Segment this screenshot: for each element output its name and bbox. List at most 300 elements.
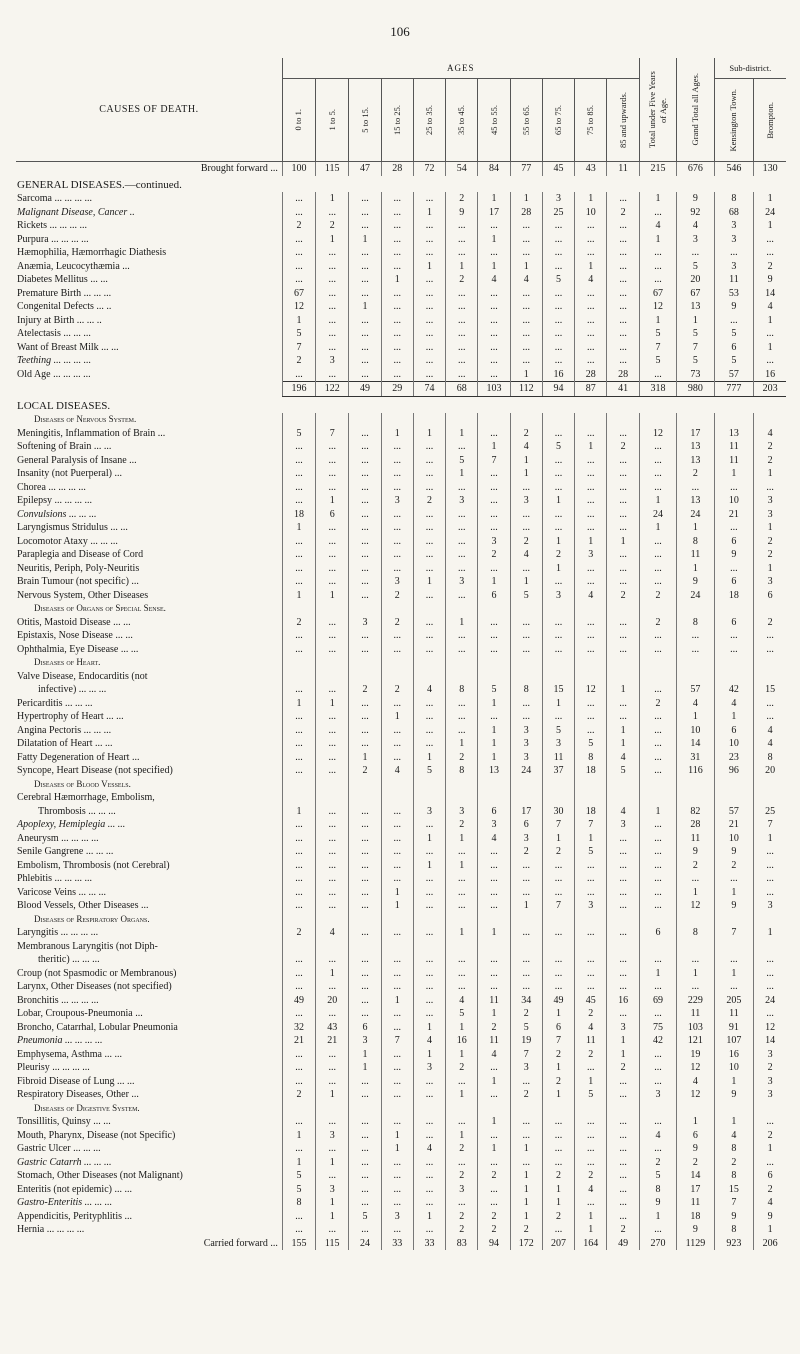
- count-cell: 5: [639, 1169, 676, 1183]
- table-row: [16, 1210, 786, 1224]
- cause-label: Convulsions ... ... ...: [17, 508, 97, 520]
- count-cell: ...: [478, 629, 510, 643]
- count-cell: 4: [413, 683, 445, 697]
- table-row: [16, 494, 786, 508]
- count-cell: 82: [677, 805, 714, 819]
- count-cell: 2: [754, 1183, 786, 1197]
- table-row: [16, 535, 786, 549]
- count-cell: ...: [478, 967, 510, 981]
- count-cell: ...: [542, 287, 574, 301]
- count-cell: ...: [349, 589, 381, 603]
- count-cell: 8: [714, 192, 754, 206]
- count-cell: ...: [607, 548, 639, 562]
- count-cell: ...: [478, 300, 510, 314]
- count-cell: 19: [510, 1034, 542, 1048]
- count-cell: ...: [446, 629, 478, 643]
- count-cell: ...: [754, 1007, 786, 1021]
- count-cell: 1: [413, 575, 445, 589]
- count-cell: ...: [316, 1115, 349, 1129]
- table-row: [16, 683, 786, 697]
- forward-row: [16, 1237, 786, 1251]
- table-row: [16, 967, 786, 981]
- count-cell: ...: [316, 886, 349, 900]
- count-cell: 2: [607, 589, 639, 603]
- count-cell: ...: [381, 1021, 413, 1035]
- count-cell: ...: [282, 548, 315, 562]
- count-cell: ...: [607, 1129, 639, 1143]
- count-cell: 1: [510, 1169, 542, 1183]
- cause-label: Senile Gangrene ... ... ...: [17, 846, 114, 858]
- count-cell: ...: [349, 1007, 381, 1021]
- count-cell: 1: [677, 562, 714, 576]
- count-cell: 5: [282, 427, 315, 441]
- count-cell: 1: [639, 494, 676, 508]
- count-cell: ...: [754, 967, 786, 981]
- count-cell: 10: [714, 737, 754, 751]
- count-cell: ...: [639, 1048, 676, 1062]
- table-row: [16, 427, 786, 441]
- count-cell: ...: [607, 832, 639, 846]
- count-cell: 1: [478, 440, 510, 454]
- count-cell: 3: [754, 1075, 786, 1089]
- count-cell: ...: [282, 1210, 315, 1224]
- count-cell: ...: [282, 764, 315, 778]
- count-cell: ...: [316, 899, 349, 913]
- count-cell: ...: [754, 980, 786, 994]
- cause-label: Purpura ... ... ... ...: [17, 233, 89, 245]
- count-cell: ...: [381, 562, 413, 576]
- count-cell: 68: [714, 206, 754, 220]
- count-cell: ...: [754, 872, 786, 886]
- count-cell: 4: [478, 273, 510, 287]
- count-cell: ...: [349, 260, 381, 274]
- count-cell: 3: [542, 589, 574, 603]
- table-row: [16, 805, 786, 819]
- cause-label: Congenital Defects ... ..: [17, 301, 112, 313]
- count-cell: ...: [607, 233, 639, 247]
- count-cell: 5: [542, 440, 574, 454]
- count-cell: ...: [510, 1129, 542, 1143]
- count-cell: ...: [413, 643, 445, 657]
- count-cell: ...: [607, 260, 639, 274]
- count-cell: ...: [381, 967, 413, 981]
- count-cell: 116: [677, 764, 714, 778]
- count-cell: 2: [510, 427, 542, 441]
- count-cell: 8: [754, 751, 786, 765]
- count-cell: ...: [478, 899, 510, 913]
- count-cell: ...: [542, 575, 574, 589]
- count-cell: ...: [413, 1223, 445, 1237]
- count-cell: 7: [542, 1034, 574, 1048]
- count-cell: ...: [282, 953, 315, 967]
- count-cell: 1: [282, 521, 315, 535]
- count-cell: ...: [282, 192, 315, 206]
- count-cell: 11: [478, 1034, 510, 1048]
- count-cell: ...: [754, 327, 786, 341]
- count-cell: 215: [639, 162, 676, 176]
- count-cell: 1: [607, 1034, 639, 1048]
- count-cell: 1: [349, 1061, 381, 1075]
- count-cell: ...: [639, 562, 676, 576]
- count-cell: ...: [677, 643, 714, 657]
- table-row: [16, 1007, 786, 1021]
- table-row: [16, 1223, 786, 1237]
- count-cell: ...: [510, 219, 542, 233]
- count-cell: 1: [413, 1021, 445, 1035]
- count-cell: 18: [282, 508, 315, 522]
- count-cell: 1: [754, 314, 786, 328]
- count-cell: 15: [542, 683, 574, 697]
- count-cell: 676: [677, 162, 714, 176]
- subtotal-row: [16, 382, 786, 397]
- count-cell: ...: [510, 859, 542, 873]
- count-cell: 2: [639, 616, 676, 630]
- count-cell: ...: [349, 440, 381, 454]
- count-cell: ...: [413, 273, 445, 287]
- cause-label: Angina Pectoris ... ... ...: [17, 724, 112, 736]
- count-cell: ...: [381, 1169, 413, 1183]
- count-cell: ...: [316, 467, 349, 481]
- table-row: [16, 1115, 786, 1129]
- count-cell: ...: [714, 872, 754, 886]
- count-cell: ...: [282, 467, 315, 481]
- count-cell: 1: [478, 724, 510, 738]
- count-cell: ...: [542, 508, 574, 522]
- count-cell: ...: [316, 629, 349, 643]
- table-row: [16, 233, 786, 247]
- count-cell: 1: [639, 192, 676, 206]
- count-cell: 77: [510, 162, 542, 176]
- count-cell: ...: [413, 562, 445, 576]
- count-cell: 1: [510, 1210, 542, 1224]
- count-cell: ...: [316, 737, 349, 751]
- count-cell: 4: [677, 1075, 714, 1089]
- count-cell: 33: [413, 1237, 445, 1251]
- count-cell: ...: [282, 535, 315, 549]
- count-cell: ...: [542, 427, 574, 441]
- count-cell: 3: [413, 1061, 445, 1075]
- count-cell: 24: [639, 508, 676, 522]
- count-cell: 73: [677, 368, 714, 382]
- count-cell: ...: [639, 481, 676, 495]
- count-cell: 12: [575, 683, 607, 697]
- count-cell: 1: [381, 273, 413, 287]
- count-cell: ...: [575, 354, 607, 368]
- count-cell: ...: [639, 454, 676, 468]
- table-row: [16, 1021, 786, 1035]
- count-cell: 1: [349, 233, 381, 247]
- count-cell: 2: [381, 589, 413, 603]
- cause-label: Locomotor Ataxy ... ... ...: [17, 535, 118, 547]
- count-cell: ...: [282, 683, 315, 697]
- count-cell: ...: [381, 805, 413, 819]
- count-cell: ...: [349, 427, 381, 441]
- count-cell: ...: [639, 899, 676, 913]
- count-cell: ...: [413, 233, 445, 247]
- count-cell: 1: [282, 314, 315, 328]
- table-row: [16, 872, 786, 886]
- count-cell: 2: [446, 751, 478, 765]
- count-cell: ...: [413, 953, 445, 967]
- count-cell: ...: [575, 287, 607, 301]
- table-row: [16, 1196, 786, 1210]
- count-cell: 3: [510, 751, 542, 765]
- count-cell: ...: [542, 616, 574, 630]
- count-cell: 4: [381, 764, 413, 778]
- count-cell: 8: [677, 926, 714, 940]
- count-cell: 1: [542, 494, 574, 508]
- count-cell: ...: [446, 246, 478, 260]
- count-cell: ...: [282, 872, 315, 886]
- count-cell: 5: [677, 354, 714, 368]
- count-cell: 16: [542, 368, 574, 382]
- count-cell: ...: [381, 548, 413, 562]
- count-cell: ...: [282, 246, 315, 260]
- count-cell: ...: [575, 724, 607, 738]
- count-cell: 1: [478, 233, 510, 247]
- count-cell: ...: [542, 481, 574, 495]
- count-cell: 4: [677, 219, 714, 233]
- count-cell: 87: [575, 382, 607, 397]
- count-cell: 8: [677, 535, 714, 549]
- count-cell: ...: [349, 341, 381, 355]
- count-cell: ...: [282, 818, 315, 832]
- count-cell: ...: [542, 219, 574, 233]
- count-cell: 3: [714, 260, 754, 274]
- count-cell: 2: [677, 467, 714, 481]
- count-cell: 28: [677, 818, 714, 832]
- causes-header: CAUSES OF DEATH.: [16, 58, 282, 162]
- table-row: [16, 521, 786, 535]
- count-cell: 2: [542, 1210, 574, 1224]
- count-cell: 7: [714, 926, 754, 940]
- table-row: [16, 1088, 786, 1102]
- count-cell: 69: [639, 994, 676, 1008]
- count-cell: 1: [639, 521, 676, 535]
- count-cell: ...: [575, 562, 607, 576]
- count-cell: 20: [754, 764, 786, 778]
- count-cell: 2: [446, 818, 478, 832]
- count-cell: 18: [677, 1210, 714, 1224]
- count-cell: ...: [607, 616, 639, 630]
- count-cell: 3: [381, 1210, 413, 1224]
- count-cell: ...: [381, 206, 413, 220]
- count-cell: ...: [446, 341, 478, 355]
- cause-label: Emphysema, Asthma ... ...: [17, 1048, 122, 1060]
- count-cell: ...: [316, 327, 349, 341]
- count-cell: ...: [575, 233, 607, 247]
- count-cell: 4: [754, 300, 786, 314]
- count-cell: ...: [510, 1115, 542, 1129]
- count-cell: ...: [575, 1196, 607, 1210]
- count-cell: 4: [754, 1196, 786, 1210]
- count-cell: 9: [677, 845, 714, 859]
- count-cell: ...: [413, 872, 445, 886]
- count-cell: ...: [316, 643, 349, 657]
- count-cell: 1: [542, 1183, 574, 1197]
- count-cell: 5: [349, 1210, 381, 1224]
- count-cell: 1: [607, 737, 639, 751]
- count-cell: ...: [316, 859, 349, 873]
- count-cell: 203: [754, 382, 786, 397]
- subdistrict-col-header: Brompton.: [754, 79, 786, 162]
- count-cell: ...: [446, 368, 478, 382]
- count-cell: 92: [677, 206, 714, 220]
- count-cell: 28: [381, 162, 413, 176]
- count-cell: 3: [754, 508, 786, 522]
- count-cell: 1: [639, 1210, 676, 1224]
- count-cell: 7: [639, 341, 676, 355]
- table-row: [16, 575, 786, 589]
- count-cell: ...: [381, 737, 413, 751]
- count-cell: ...: [316, 535, 349, 549]
- count-cell: 4: [677, 697, 714, 711]
- table-row: [16, 341, 786, 355]
- count-cell: ...: [316, 1169, 349, 1183]
- count-cell: 8: [446, 683, 478, 697]
- count-cell: ...: [677, 629, 714, 643]
- count-cell: 2: [542, 1169, 574, 1183]
- count-cell: ...: [510, 926, 542, 940]
- count-cell: 12: [677, 899, 714, 913]
- count-cell: ...: [677, 481, 714, 495]
- count-cell: ...: [607, 481, 639, 495]
- count-cell: ...: [282, 859, 315, 873]
- count-cell: 6: [714, 341, 754, 355]
- count-cell: 9: [677, 1223, 714, 1237]
- count-cell: ...: [381, 1048, 413, 1062]
- table-row: [16, 818, 786, 832]
- count-cell: 1: [607, 535, 639, 549]
- count-cell: 42: [639, 1034, 676, 1048]
- count-cell: ...: [381, 724, 413, 738]
- count-cell: 9: [446, 206, 478, 220]
- count-cell: ...: [542, 454, 574, 468]
- count-cell: ...: [413, 467, 445, 481]
- count-cell: ...: [349, 1183, 381, 1197]
- count-cell: ...: [413, 1088, 445, 1102]
- count-cell: 3: [381, 494, 413, 508]
- count-cell: 8: [714, 1169, 754, 1183]
- count-cell: ...: [607, 427, 639, 441]
- count-cell: ...: [316, 1048, 349, 1062]
- count-cell: 6: [316, 508, 349, 522]
- count-cell: 12: [754, 1021, 786, 1035]
- count-cell: 25: [754, 805, 786, 819]
- group-heading: [16, 413, 786, 427]
- count-cell: ...: [282, 1075, 315, 1089]
- count-cell: ...: [607, 219, 639, 233]
- count-cell: 103: [677, 1021, 714, 1035]
- cause-label: Syncope, Heart Disease (not specified): [17, 765, 173, 777]
- count-cell: ...: [316, 575, 349, 589]
- count-cell: 7: [542, 899, 574, 913]
- group-title: Diseases of Blood Vessels.: [34, 778, 131, 789]
- count-cell: ...: [639, 751, 676, 765]
- count-cell: 6: [639, 926, 676, 940]
- count-cell: 7: [542, 818, 574, 832]
- count-cell: ...: [446, 967, 478, 981]
- count-cell: ...: [349, 354, 381, 368]
- table-row: [16, 481, 786, 495]
- count-cell: ...: [575, 872, 607, 886]
- count-cell: 21: [316, 1034, 349, 1048]
- count-cell: 2: [714, 859, 754, 873]
- count-cell: ...: [349, 643, 381, 657]
- count-cell: 15: [754, 683, 786, 697]
- count-cell: 45: [575, 994, 607, 1008]
- count-cell: ...: [349, 192, 381, 206]
- count-cell: ...: [575, 314, 607, 328]
- count-cell: ...: [316, 683, 349, 697]
- count-cell: 1: [510, 575, 542, 589]
- count-cell: 2: [478, 1210, 510, 1224]
- table-row: [16, 899, 786, 913]
- count-cell: 3: [714, 233, 754, 247]
- table-row: [16, 697, 786, 711]
- cause-label: Pericarditis ... ... ...: [17, 697, 93, 709]
- count-cell: ...: [282, 724, 315, 738]
- count-cell: ...: [446, 481, 478, 495]
- cause-label: Gastro-Enteritis ... ... ...: [17, 1197, 113, 1209]
- count-cell: ...: [316, 710, 349, 724]
- count-cell: 1: [478, 1007, 510, 1021]
- count-cell: ...: [607, 1115, 639, 1129]
- count-cell: ...: [607, 643, 639, 657]
- count-cell: 11: [677, 832, 714, 846]
- table-row: [16, 1048, 786, 1062]
- count-cell: 24: [510, 764, 542, 778]
- count-cell: 122: [316, 382, 349, 397]
- count-cell: ...: [607, 872, 639, 886]
- count-cell: 4: [754, 737, 786, 751]
- count-cell: ...: [282, 899, 315, 913]
- count-cell: 1: [510, 899, 542, 913]
- count-cell: 28: [607, 368, 639, 382]
- count-cell: ...: [349, 327, 381, 341]
- count-cell: ...: [542, 246, 574, 260]
- count-cell: 2: [754, 1061, 786, 1075]
- age-col-header: 35 to 45.: [446, 79, 478, 162]
- count-cell: 1: [316, 233, 349, 247]
- count-cell: 1: [413, 1048, 445, 1062]
- count-cell: ...: [381, 341, 413, 355]
- count-cell: ...: [639, 710, 676, 724]
- count-cell: ...: [282, 1115, 315, 1129]
- count-cell: ...: [282, 206, 315, 220]
- count-cell: 53: [714, 287, 754, 301]
- count-cell: ...: [381, 832, 413, 846]
- count-cell: ...: [446, 953, 478, 967]
- count-cell: 9: [677, 1142, 714, 1156]
- count-cell: ...: [639, 845, 676, 859]
- count-cell: 107: [714, 1034, 754, 1048]
- count-cell: ...: [639, 859, 676, 873]
- count-cell: 11: [677, 1007, 714, 1021]
- count-cell: 11: [677, 548, 714, 562]
- count-cell: 2: [413, 494, 445, 508]
- count-cell: 1: [446, 427, 478, 441]
- count-cell: ...: [282, 710, 315, 724]
- count-cell: 103: [478, 382, 510, 397]
- count-cell: ...: [381, 818, 413, 832]
- count-cell: 2: [754, 616, 786, 630]
- cause-label: Laryngismus Stridulus ... ...: [17, 522, 128, 534]
- cause-label: Stomach, Other Diseases (not Malignant): [17, 1170, 183, 1182]
- table-row: [16, 859, 786, 873]
- count-cell: 2: [677, 1156, 714, 1170]
- count-cell: ...: [446, 1075, 478, 1089]
